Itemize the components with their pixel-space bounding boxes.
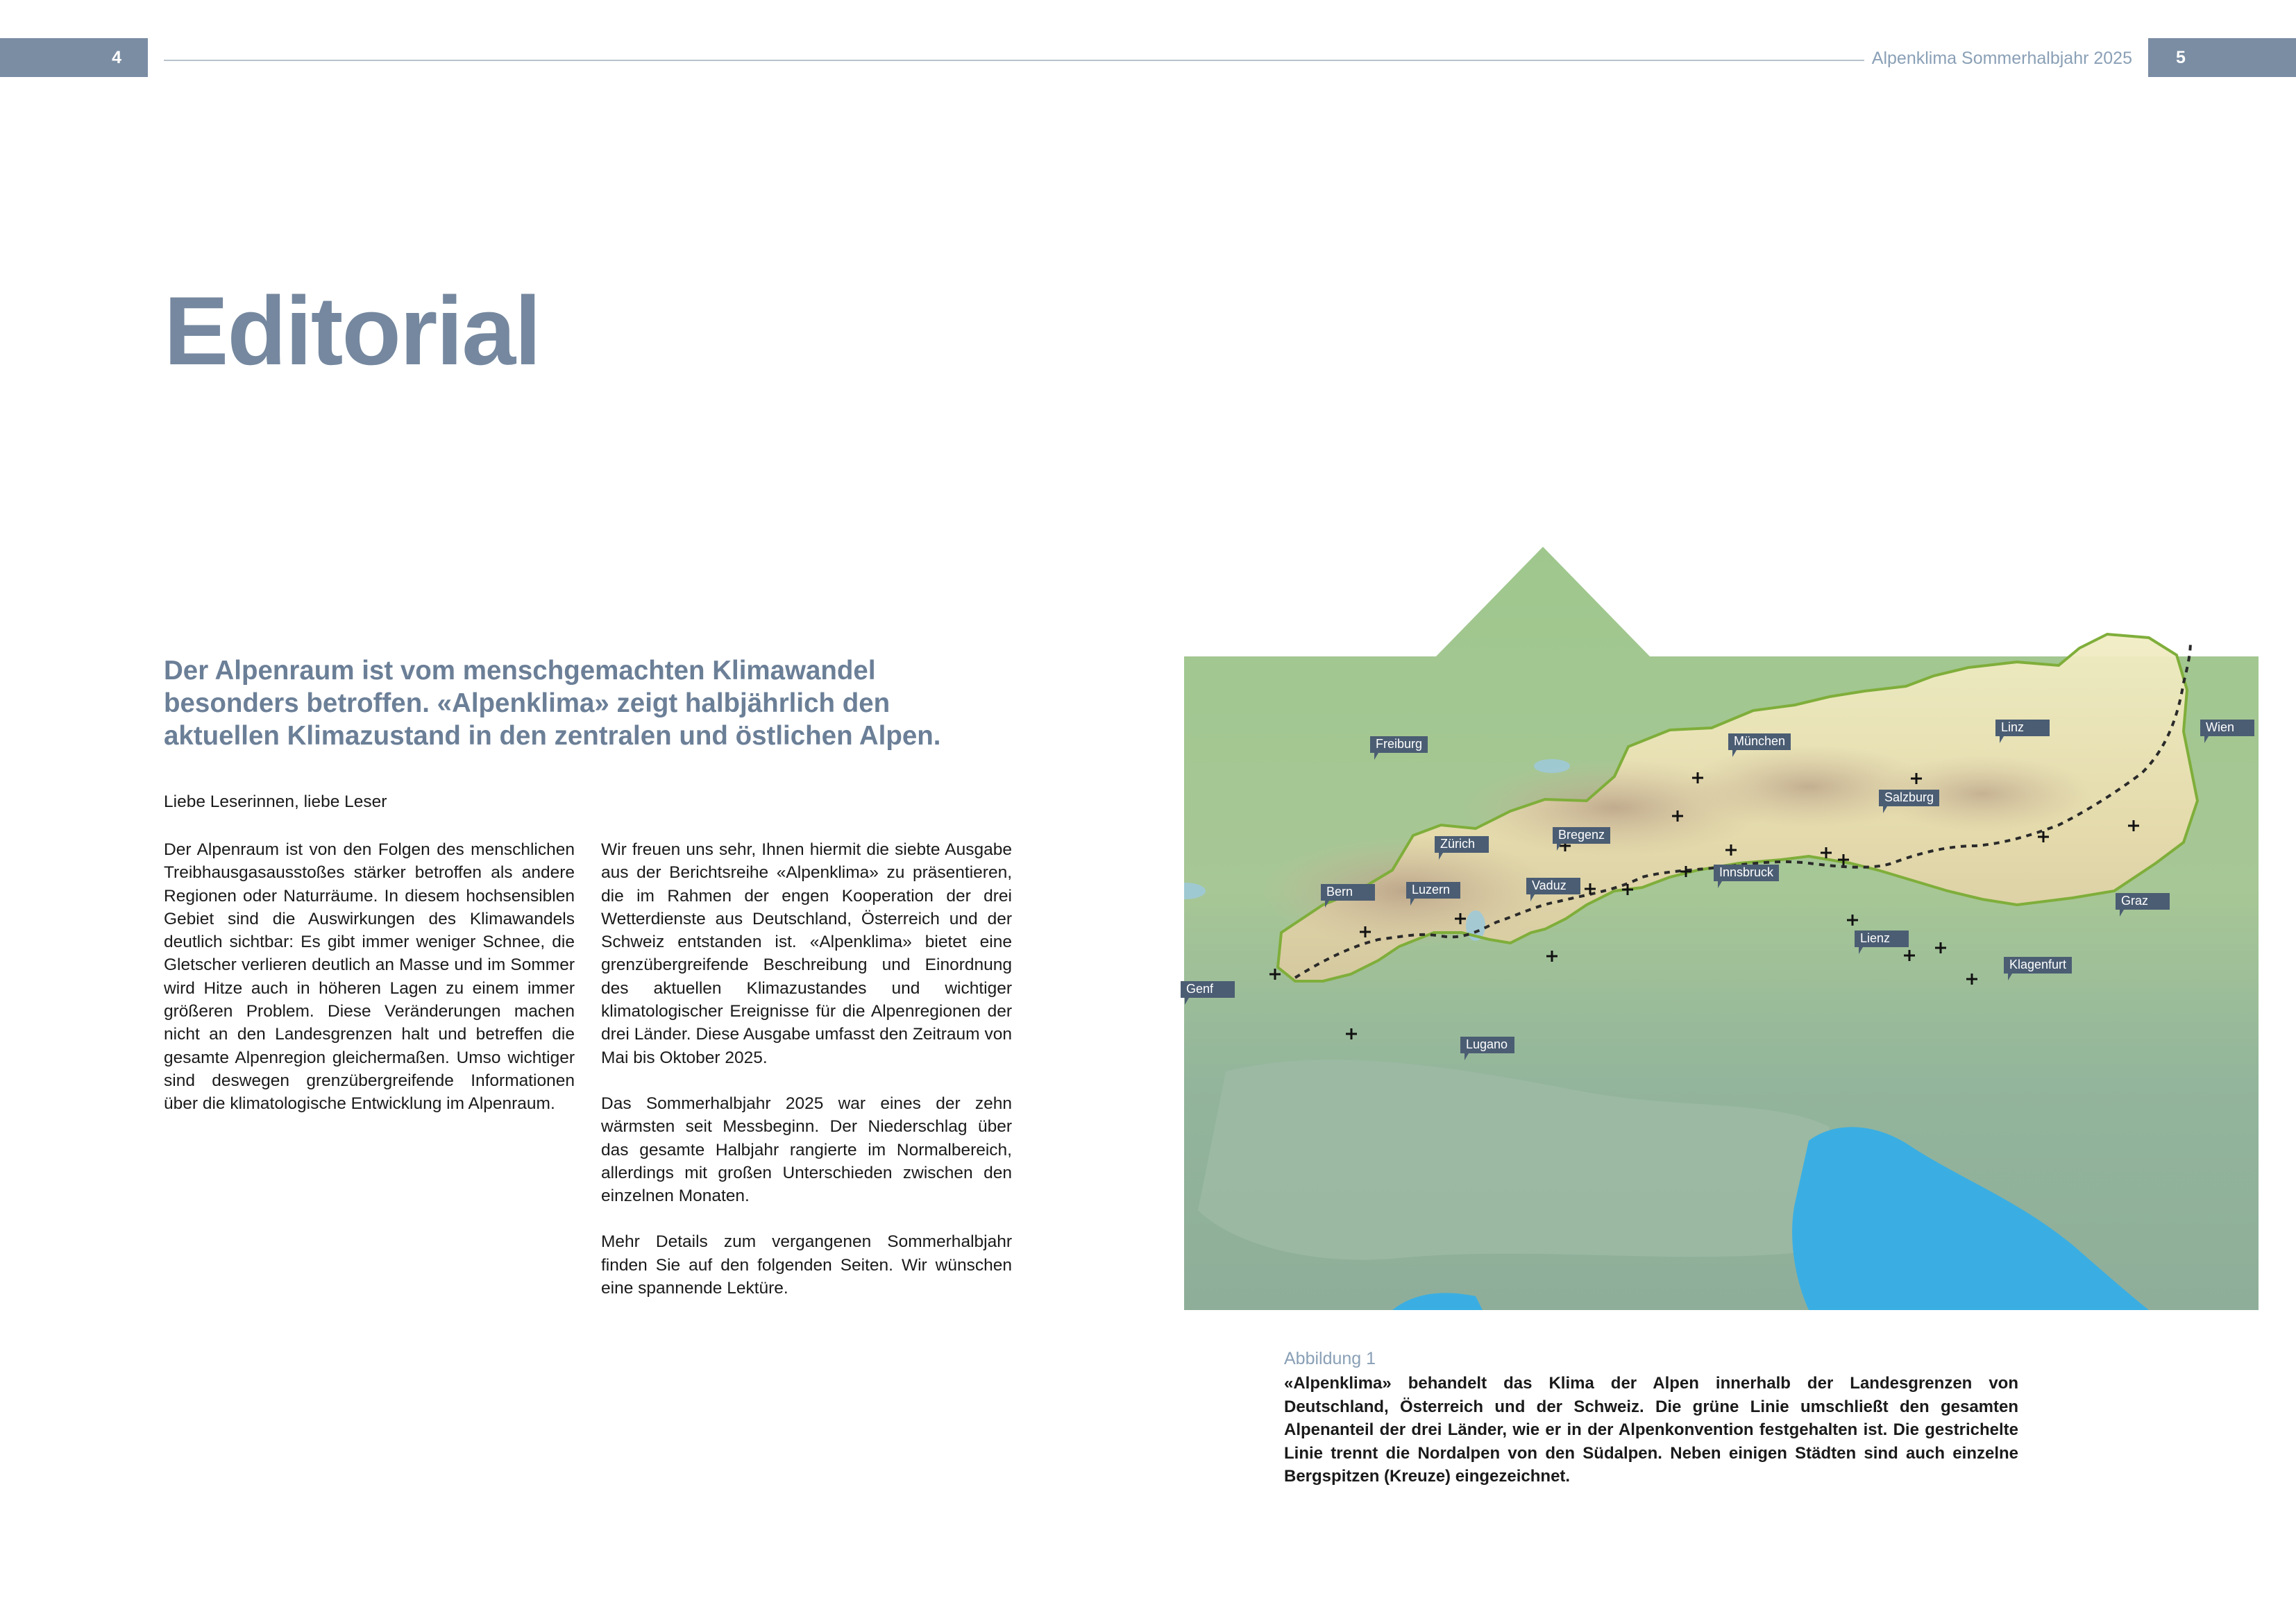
city-label-bern: Bern <box>1321 884 1375 901</box>
city-label-freiburg: Freiburg <box>1370 736 1428 753</box>
text-column-left <box>164 838 575 1139</box>
city-label-innsbruck: Innsbruck <box>1714 865 1779 881</box>
city-label-lugano: Lugano <box>1460 1037 1514 1053</box>
page-title: Editorial <box>164 276 541 385</box>
page-number-left: 4 <box>0 38 148 77</box>
text-column-right <box>601 838 1012 1323</box>
city-label-luzern: Luzern <box>1406 882 1460 899</box>
city-label-vaduz: Vaduz <box>1526 878 1580 894</box>
body-paragraph: Der Alpenraum ist von den Folgen des menschlichen Treibhausgasausstoßes stärker betroffen als andere Regionen oder Naturräume. In diesem hochsensiblen Gebiet sind die Auswirkungen des Klimawandels deutlich sichtbar: Es gibt immer weniger Schnee, die Gletscher verlieren deutlich an Masse und im Sommer wird Hitze auch in höheren Lagen zu einem immer größeren Problem. Diese Veränderungen machen nicht an den Landesgrenzen halt und betreffen die gesamte Alpenregion gleichermaßen. Umso wichtiger sind deswegen grenzübergreifende Informationen über die klimatologische Entwicklung im Alpenraum. <box>164 840 575 1114</box>
city-label-graz: Graz <box>2116 893 2170 910</box>
figure-label: Abbildung 1 <box>1284 1349 1376 1368</box>
lead-paragraph: Der Alpenraum ist vom menschgemachten Klimawandel besonders betroffen. «Alpenklima» zeigt halbjährlich den aktuellen Klimazustand in den zentralen und östlichen Alpen. <box>164 656 941 751</box>
city-label-salzburg: Salzburg <box>1879 790 1939 806</box>
city-label-klagenfurt: Klagenfurt <box>2004 957 2072 974</box>
header-rule <box>164 60 1864 61</box>
running-title: Alpenklima Sommerhalbjahr 2025 <box>1871 49 2132 68</box>
city-label-zuerich: Zürich <box>1435 836 1489 853</box>
city-label-bregenz: Bregenz <box>1553 827 1610 844</box>
body-paragraph: Das Sommerhalbjahr 2025 war eines der zehn wärmsten seit Messbeginn. Der Niederschlag über das gesamte Halbjahr rangierte im Normalbereich, allerdings mit großen Unterschieden zwischen den einzelnen Monaten. <box>601 1094 1012 1206</box>
city-label-linz: Linz <box>1995 720 2050 736</box>
figure-caption: «Alpenklima» behandelt das Klima der Alpen innerhalb der Landesgrenzen von Deutschland, Österreich und der Schweiz. Die grüne Linie umschließt den gesamten Alpenanteil der drei Länder, wie er in der Alpenkonvention festgehalten ist. Die gestrichelte Linie trennt die Nordalpen von den Südalpen. Neben einigen Städten sind auch einzelne Bergspitzen (Kreuze) eingezeichnet. <box>1284 1374 2018 1486</box>
alps-map <box>1184 544 2259 1310</box>
city-label-wien: Wien <box>2200 720 2254 736</box>
page-number-right: 5 <box>2148 38 2296 77</box>
salutation: Liebe Leserinnen, liebe Leser <box>164 792 387 811</box>
body-paragraph: Mehr Details zum vergangenen Sommerhalbjahr finden Sie auf den folgenden Seiten. Wir wünschen eine spannende Lektüre. <box>601 1232 1012 1298</box>
city-label-lienz: Lienz <box>1855 931 1909 947</box>
body-paragraph: Wir freuen uns sehr, Ihnen hiermit die siebte Ausgabe aus der Berichtsreihe «Alpenklima» zu präsentieren, die im Rahmen der engen Kooperation der drei Wetterdienste aus Deutschland, Österreich und der Schweiz entstanden ist. «Alpenklima» bietet eine grenzübergreifende Beschreibung und Einordnung des aktuellen Klimazustandes und wichtiger klimatologischer Ereignisse für die Alpenregionen der drei Länder. Diese Ausgabe umfasst den Zeitraum von Mai bis Oktober 2025. <box>601 840 1012 1067</box>
city-label-genf: Genf <box>1181 981 1235 998</box>
city-label-muenchen: München <box>1728 733 1791 750</box>
